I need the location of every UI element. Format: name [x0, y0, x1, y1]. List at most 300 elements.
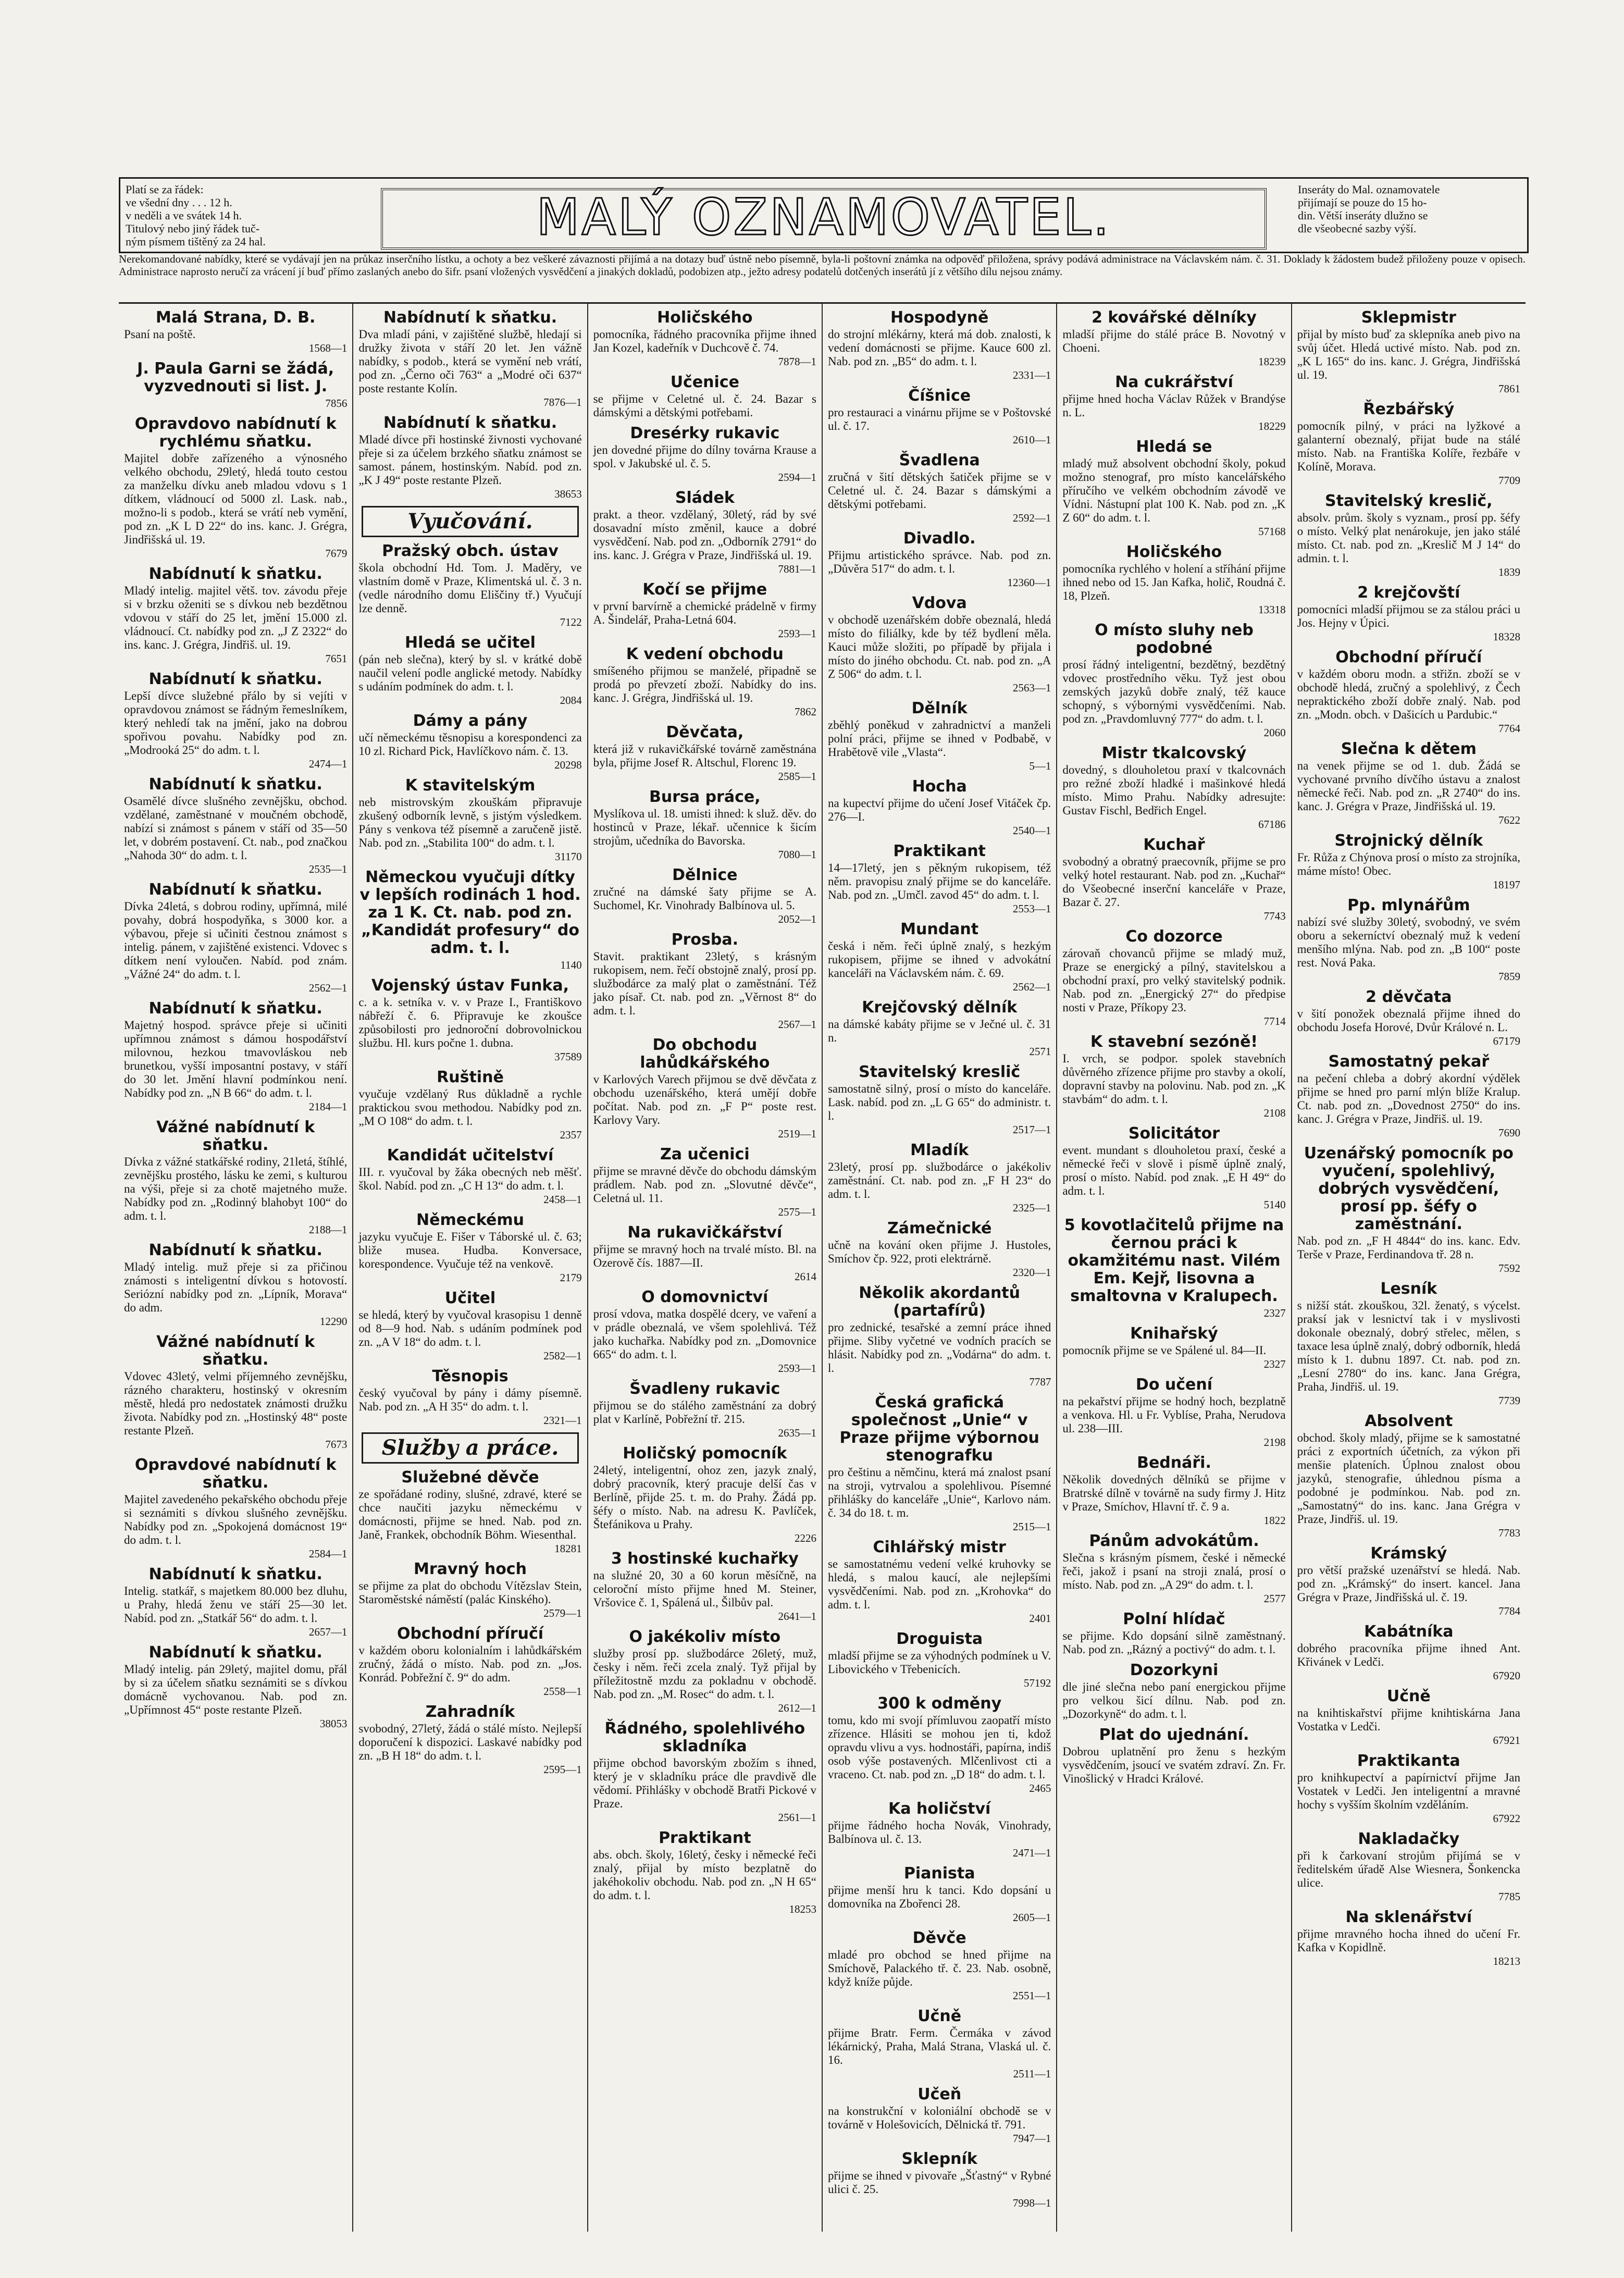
ad-heading: Praktikanta	[1357, 1752, 1460, 1770]
classified-ad	[828, 1800, 1051, 1860]
classified-ad	[593, 1036, 816, 1141]
ad-column	[588, 304, 823, 2232]
ad-body: přijal by místo buď za sklepníka aneb pivo na svůj účet. Hledá uctivé místo. Nab. pod zn. „K L 165“ do ins. kanc. J. Grégra, Jindřišská ul. 19.	[1297, 328, 1520, 381]
ad-heading: Dělník	[911, 699, 968, 717]
classified-ad	[593, 489, 816, 576]
ad-heading: Dámy a pány	[413, 712, 528, 730]
classified-ad	[593, 1628, 816, 1715]
ad-heading: Učitel	[444, 1289, 496, 1307]
ad-body: prosí řádný inteligentní, bezdětný, bezdětný vdovec prostředního věku. Tyž jest obou zemských jazyků dobře znalý, též kauce schopný, s výbornými vysvědčeními. Nab. pod zn. „Pravdomluvný 777“ do adm. t. l.	[1062, 658, 1286, 725]
ad-body: přijme řádného hocha Novák, Vinohrady, Balbínova ul. č. 13.	[827, 1819, 1051, 1846]
ad-body: se přijme. Kdo dopsání silně zaměstnaný. Nab. pod zn. „Rázný a poctivý“ do adm. t. l.	[1062, 1629, 1286, 1656]
ad-body: absolv. prům. školy s vyznam., prosí pp. šéfy o místo. Velký plat nenárokuje, jen jako stálé místo. Ct. nab. pod zn. „Kreslič M J 14“ do admin. t. l.	[1297, 511, 1520, 565]
ad-body: III. r. vyučoval by žáka obecných neb měšť. škol. Nabíd. pod zn. „C H 13“ do adm. t. l.	[358, 1166, 582, 1192]
ad-heading: Do učení	[1135, 1376, 1213, 1394]
ad-code: 18328	[1493, 630, 1520, 643]
ad-heading: 2 kovářské dělníky	[1092, 308, 1257, 327]
classified-ad	[828, 1142, 1051, 1215]
classified-ad	[828, 2008, 1051, 2081]
pricing-line: ve všední dny . . . 12 h.	[126, 196, 232, 209]
ad-body: zručná v šití dětských šatiček přijme se v Celetné ul. č. 24. Bazar s dámskými a dětskými potřebami.	[827, 471, 1051, 511]
ad-code: 2179	[560, 1271, 582, 1284]
ad-heading: J. Paula Garni se žádá, vyzvednouti si list. J.	[137, 360, 334, 395]
ad-code: 1568—1	[308, 342, 348, 354]
ad-heading: Na rukavičkářství	[627, 1223, 783, 1242]
ad-heading: Dresérky rukavic	[630, 424, 780, 442]
ad-code: 2612—1	[778, 1702, 816, 1714]
ad-code: 67920	[1493, 1669, 1520, 1682]
ad-heading: Mundant	[900, 920, 979, 938]
ad-code: 2320—1	[1012, 1266, 1051, 1279]
ad-code: 12360—1	[1007, 576, 1051, 589]
classified-ad	[1062, 1125, 1285, 1211]
classified-ad	[1297, 309, 1520, 395]
ad-code: 2331—1	[1012, 369, 1051, 381]
ad-code: 7785	[1498, 1890, 1520, 1903]
ad-code: 2474—1	[308, 758, 348, 770]
classified-ad	[1062, 1662, 1285, 1721]
ad-heading: K vedení obchodu	[626, 645, 784, 663]
ad-heading: Mistr tkalcovský	[1101, 744, 1247, 762]
ad-body: Majitel zavedeného pekařského obchodu přeje si seznámiti s dívkou slušného zevnějšku. Nabídky pod zn. „Spokojená domácnost 19“ do adm. t. l.	[124, 1493, 348, 1546]
classified-ad	[828, 921, 1051, 994]
ad-code: 7861	[1498, 382, 1520, 395]
ad-heading: Kočí se přijme	[642, 580, 767, 599]
ad-code: 2401	[1029, 1612, 1051, 1625]
classified-ad	[828, 1220, 1051, 1279]
ad-code: 7651	[325, 652, 348, 665]
ad-code: 31170	[554, 850, 582, 863]
classified-ad	[593, 1224, 816, 1283]
classified-ad	[1297, 1545, 1520, 1618]
ad-body: dovedný, s dlouholetou praxí v tkalcovnách pro režné zboží hladké i mašinkové hledá místo. Mimo Prahu. Nabídky adresujte: Gustav Fischl, Bedřich Engel.	[1062, 763, 1286, 817]
ad-code: 2325—1	[1012, 1202, 1051, 1214]
ad-code: 7690	[1498, 1126, 1520, 1139]
ad-body: s nižší stát. zkouškou, 32l. ženatý, s výcelst. praksí jak v lesnictví tak i v myslivosti dokonale obeznalý, dobrý střelec, mělen, s taxace lesa úplně znalý, dobrý odborník, hledá místo k 1. dubnu 1897. Ct. nab. pod zn. „Lesní 2780“ do ins. kanc. Jana Grégra, Praha, Jindřiš. ul. 19.	[1297, 1299, 1520, 1393]
ad-body: prakt. a theor. vzdělaný, 30letý, rád by své dosavadní místo změnil, kauce a dobré vysvědčení. Nab. pod zn. „Odborník 2791“ do ins. kanc. J. Grégra v Praze, Jindřišská ul. 19.	[593, 508, 816, 562]
info-line: Inseráty do Mal. oznamovatele	[1298, 183, 1440, 196]
ad-code: 7592	[1498, 1262, 1520, 1274]
ad-body: v šití ponožek obeznalá přijme ihned do obchodu Josefa Horové, Dvůr Králové n. L.	[1297, 1007, 1520, 1034]
classified-ad	[358, 1211, 581, 1284]
classified-ad	[828, 1063, 1051, 1136]
ad-code: 2592—1	[1012, 512, 1051, 524]
ad-heading: Bursa práce,	[649, 788, 761, 806]
ad-code: 2593—1	[778, 1362, 816, 1375]
classified-ad	[1297, 1752, 1520, 1825]
classified-ad	[358, 1290, 581, 1363]
classified-ad	[124, 415, 347, 560]
ad-heading: Krámský	[1370, 1544, 1447, 1563]
classified-ad	[124, 1644, 347, 1730]
ad-heading: Těsnopis	[432, 1367, 509, 1385]
ad-heading: Knihařský	[1130, 1324, 1218, 1343]
ad-code: 2575—1	[778, 1206, 816, 1218]
ad-code: 2635—1	[778, 1427, 816, 1439]
ad-code: 2605—1	[1012, 1911, 1051, 1924]
ad-body: svobodný a obratný praecovník, přijme se pro velký hotel restaurant. Nab. pod zn. „Kuchař“ do Všeobecné inserční kanceláře v Praze, Bazar č. 27.	[1062, 855, 1286, 909]
ad-code: 7859	[1498, 970, 1520, 983]
ad-code: 7709	[1498, 474, 1520, 487]
ad-heading: Opravdovo nabídnutí k rychlému sňatku.	[134, 415, 337, 451]
administration-notice: Nerekomandované nabídky, které se vydávají jen na průkaz inserčního lístku, a ochoty a bez veškeré závaznosti přijímá a na dotazy buď ústně nebo písemně, byla-li poštovní známka na odpověď přiložena, správy podává administrace na Václavském nám. č. 31. Doklady k žádostem budež přiloženy pouze v opisech. Administrace naprosto neručí za vrácení jí buď přímo zaslaných anebo do šifr. psaní vložených vysvědčení a jinakých dokladů, podobizen atp., ježto adresy podatelů dotčených inserátů jí z většího dílu nejsou známy.	[119, 253, 1526, 278]
ad-body: Psaní na poště.	[124, 328, 196, 341]
ad-heading: Sklepník	[901, 2150, 977, 2168]
ad-heading: Divadlo.	[903, 529, 976, 548]
classified-ad	[358, 1368, 581, 1427]
ad-body: Dva mladí páni, v zajištěné službě, hledají si družky života v stáří 20 let. Jen vážně nabídky, s podob., která se vymění neb vrátí, pod zn. „Černo oči 763“ a „Modré oči 637“ poste restante Kolín.	[358, 328, 582, 395]
ad-body: (pán neb slečna), který by sl. v krátké době naučil velení podle anglické metody. Nabídky s udáním podmínek do adm. t. l.	[358, 653, 582, 693]
ad-column	[1292, 304, 1526, 2232]
ad-code: 2561—1	[778, 1811, 816, 1824]
classified-ad	[1297, 492, 1520, 579]
ad-heading: Německou vyučuji dítky v lepších rodinách 1 hod. za 1 K. Ct. nab. pod zn. „Kandidát profesury“ do adm. t. l.	[359, 868, 581, 957]
ad-heading: Malá Strana, D. B.	[155, 308, 316, 327]
ad-heading: Polní hlídač	[1123, 1610, 1225, 1628]
ad-code: 2584—1	[308, 1547, 348, 1560]
classified-ad	[828, 2086, 1051, 2145]
ad-code: 2184—1	[308, 1100, 348, 1113]
ad-code: 7673	[325, 1438, 348, 1451]
ad-body: jen dovedné přijme do dílny továrna Krause a spol. v Jakubské ul. č. 5.	[593, 443, 816, 470]
ad-heading: Řádného, spolehlivého skladníka	[604, 1719, 805, 1755]
ad-code: 2357	[560, 1129, 582, 1141]
ad-code: 7856	[325, 397, 348, 410]
ad-heading: Krejčovský dělník	[862, 998, 1018, 1017]
ad-body: na pekařství přijme se hodný hoch, bezplatně a venkova. Hl. u Fr. Vyblíse, Praha, Nerudova ul. 238—III.	[1062, 1395, 1286, 1435]
ad-body: pomocník pilný, v práci na lyžkové a galanterní obeznalý, přijat bude na stálé místo. Nab. na Františka Kolíře, řezbáře v Kolíně, Morava.	[1297, 419, 1520, 473]
ad-body: smíšeného přijmou se manželé, připadně se prodá po převzetí zboží. Nabídky do ins. kanc. J. Grégra, Jindřišská ul. 19.	[593, 664, 816, 704]
ad-body: na knihtiskařství přijme knihtiskárna Jana Vostatka v Ledči.	[1297, 1706, 1520, 1733]
ad-heading: Ka holičství	[888, 1800, 991, 1818]
classified-ad	[358, 1625, 581, 1698]
classified-ad	[358, 1469, 581, 1555]
classified-ad	[1297, 1830, 1520, 1903]
ad-body: Dobrou uplatnění pro ženu s hezkým vysvědčením, jsoucí ve svatém zdraví. Zn. Fr. Vinošlický v Hradci Králové.	[1062, 1745, 1286, 1785]
ad-code: 5140	[1263, 1198, 1286, 1211]
ad-heading: O domovnictví	[641, 1288, 768, 1306]
ad-body: ze spořádané rodiny, slušné, zdravé, které se chce naučiti jazyku německému v domácnosti, přijme se hned. Nab. pod zn. Janě, Frankek, obchodník Böhm. Wiesenthal.	[358, 1488, 582, 1541]
classified-ad	[593, 425, 816, 484]
ad-body: přijmou se do stálého zaměstnání za dobrý plat v Karlíně, Pobřežní tř. 215.	[593, 1399, 816, 1426]
classified-ad	[593, 1445, 816, 1545]
ad-columns	[119, 302, 1526, 2232]
ad-code: 1140	[560, 959, 582, 971]
ad-code: 67186	[1258, 818, 1286, 831]
ad-body: v každém oboru modn. a střižn. zboží se v obchodě hledá, zručný a spolehlivý, z Čech nepraktického zboží dobře znalý. Nab. pod zn. „Modn. obch. v Dašicích u Pardubic.“	[1297, 667, 1520, 721]
ad-heading: Švadleny rukavic	[629, 1380, 780, 1398]
ad-code: 12290	[319, 1315, 348, 1328]
ad-body: se hledá, který by vyučoval krasopisu 1 denně od 8—9 hod. Nab. s udáním podmínek pod zn. „A V 18“ do adm. t. l.	[358, 1308, 582, 1348]
ad-heading: Co dozorce	[1125, 927, 1223, 946]
classified-ad	[593, 309, 816, 368]
ad-code: 67922	[1493, 1812, 1520, 1825]
ad-code: 7714	[1263, 1015, 1286, 1027]
ad-code: 13318	[1258, 603, 1286, 616]
ad-code: 2595—1	[543, 1763, 582, 1776]
ad-code: 37589	[554, 1050, 582, 1063]
classified-ad	[828, 309, 1051, 382]
ad-heading: Hospodyně	[890, 308, 989, 327]
ad-heading: Řezbářský	[1363, 400, 1455, 418]
ad-column	[1057, 304, 1292, 2232]
classified-ad	[124, 671, 347, 771]
ad-body: se přijme v Celetné ul. č. 24. Bazar s dámskými a dětskými potřebami.	[593, 392, 816, 419]
ad-code: 2558—1	[543, 1685, 582, 1698]
classified-ad	[828, 1284, 1051, 1389]
ad-body: na pečení chleba a dobrý akordní výdělek přijme se hned pro parní mlýn blíže Kralup. Ct. nab. pod zn. „Dovednost 2750“ do ins. kanc. J. Grégra v Praze, Jindřiš. ul. 19.	[1297, 1072, 1520, 1125]
ad-heading: Česká grafická společnost „Unie“ v Praze přijme výbornou stenografku	[839, 1393, 1039, 1465]
ad-code: 18253	[789, 1903, 816, 1915]
ad-code: 7878—1	[778, 355, 816, 368]
classified-ad	[358, 1147, 581, 1206]
ad-heading: Číšnice	[908, 387, 971, 405]
ad-code: 2577	[1263, 1592, 1286, 1605]
classified-ad	[1297, 1413, 1520, 1540]
ad-column	[353, 304, 588, 2232]
ad-heading: Kabátníka	[1364, 1623, 1454, 1641]
ad-body: pro zednické, tesařské a zemní práce ihned přijme. Sliby vyčetné ve vodních pracích se hlásit. Nabídky pod zn. „Vodárna“ do adm. t. l.	[827, 1321, 1051, 1375]
ad-code: 2226	[794, 1532, 816, 1544]
ad-code: 7783	[1498, 1527, 1520, 1539]
ad-body: do strojní mlékárny, která má dob. znalosti, k vedení domácnosti se přijme. Kauce 600 zl. Nab. pod zn. „B5“ do adm. t. l.	[827, 328, 1051, 368]
ad-heading: Učně	[1386, 1687, 1431, 1705]
ad-body: 14—17letý, jen s pěkným rukopisem, též něm. pravopisu znalý přijme se do kanceláře. Nab. pod zn. „Umčl. zavod 45“ do adm. t. l.	[827, 861, 1051, 901]
ad-body: škola obchodní Hd. Tom. J. Maděry, ve vlastním domě v Praze, Klimentská ul. č. 3 n. (vedle národního domu Eliščiny tř.) Vyučují lze denně.	[358, 561, 582, 615]
ad-heading: Obchodní příručí	[396, 1625, 544, 1643]
ad-code: 2052—1	[778, 913, 816, 925]
classified-ad	[358, 777, 581, 863]
ad-column	[119, 304, 353, 2232]
ad-code: 2579—1	[543, 1607, 582, 1619]
ad-column	[823, 304, 1057, 2232]
classified-ad	[593, 1146, 816, 1219]
ad-body: přijme mravného hocha ihned do učení Fr. Kafka v Kopidlně.	[1297, 1927, 1520, 1954]
classified-ad	[358, 977, 581, 1063]
ad-heading: Stavitelský kreslič,	[1325, 492, 1493, 510]
classified-ad	[828, 843, 1051, 915]
ad-heading: Nabídnutí k sňatku.	[383, 308, 557, 327]
classified-ad	[1062, 836, 1285, 923]
classified-ad	[1297, 988, 1520, 1048]
ad-body: přijme se ihned v pivovaře „Šťastný“ v Rybné ulici č. 25.	[827, 2169, 1051, 2196]
ad-heading: Solicitátor	[1128, 1124, 1220, 1143]
classified-ad	[358, 542, 581, 629]
ad-heading: Kandidát učitelství	[387, 1146, 554, 1165]
classified-ad	[1062, 1376, 1285, 1449]
classified-ad	[828, 700, 1051, 773]
ad-heading: Na sklenářství	[1345, 1908, 1472, 1926]
ad-body: prosí vdova, matka dospělé dcery, ve vaření a v prádle obeznalá, ve všem spolehlivá. Též jako kuchařka. Nabídky pod zn. „Domovnice 665“ do adm. t. l.	[593, 1307, 816, 1361]
ad-heading: Prosba.	[671, 931, 738, 949]
masthead-pricing-box	[126, 183, 350, 247]
ad-body: v Karlových Varech přijmou se dvě děvčata z obchodu uzenářského, která umějí dobře počítat. Nab. pod zn. „F P“ poste rest. Karlovy Vary.	[593, 1073, 816, 1126]
ad-body: pomocníka rychlého v holení a stříhání přijme ihned nebo od 15. Jan Kafka, holič, Roudná č. 18, Plzeň.	[1062, 562, 1286, 602]
info-line: dle všeobecné sazby výší.	[1298, 222, 1417, 235]
classified-ad	[828, 1695, 1051, 1795]
ad-body: abs. obch. školy, 16letý, česky i německé řeči znalý, přijal by místo bezplatně do jakéhokoliv obchodu. Nab. pod zn. „N H 65“ do adm. t. l.	[593, 1848, 816, 1902]
ad-heading: Nabídnutí k sňatku.	[148, 1565, 323, 1583]
classified-ad	[1297, 1053, 1520, 1140]
ad-heading: Německému	[416, 1211, 524, 1229]
ad-heading: Kuchař	[1143, 836, 1205, 854]
ad-code: 2471—1	[1012, 1847, 1051, 1859]
ad-code: 7122	[560, 616, 582, 628]
ad-body: Stavit. praktikant 23letý, s krásným rukopisem, nem. řečí obstojně znalý, prosí pp. službodárce za malý plat o zaměstnání. Též jako písař. Ct. nab. pod zn. „Věrnost 8“ do adm. t. l.	[593, 950, 816, 1017]
classified-ad	[1297, 401, 1520, 487]
ad-code: 2553—1	[1012, 902, 1051, 915]
ad-heading: Za učenici	[660, 1145, 750, 1163]
ad-body: zárovaň chovanců přijme se mladý muž, Praze se energický a pílný, stavitelskou a obchodní praxí, pro velký stavitelský podnik. Nab. pod zn. „Energický 27“ do předpise nosti v Praze, Příkopy 23.	[1062, 947, 1286, 1014]
classified-ad	[124, 1242, 347, 1328]
ad-body: při k čarkovaní strojům přijímá se v ředitelském úřadě Alse Wiesnera, Šonkencka ulice.	[1297, 1849, 1520, 1889]
ad-code: 2567—1	[778, 1018, 816, 1031]
ad-body: pro restauraci a vinárnu přijme se v Poštovské ul. č. 17.	[827, 406, 1051, 432]
ad-code: 18197	[1493, 878, 1520, 891]
ad-heading: Holičského	[1126, 543, 1222, 561]
ad-code: 2593—1	[778, 627, 816, 640]
ad-heading: Obchodní příručí	[1335, 648, 1482, 666]
ad-code: 7862	[794, 705, 816, 718]
ad-heading: Vojenský ústav Funka,	[371, 976, 569, 995]
classified-ad	[358, 309, 581, 409]
ad-code: 18239	[1258, 355, 1286, 368]
ad-code: 7998—1	[1012, 2197, 1051, 2209]
ad-body: 23letý, prosí pp. službodárce o jakékoliv zaměstnání. Ct. nab. pod zn. „F H 23“ do adm. t. l.	[827, 1160, 1051, 1200]
classified-ad	[124, 1456, 347, 1561]
ad-body: na kupectví přijme do učení Josef Vitáček čp. 276—I.	[827, 797, 1051, 823]
pricing-line: ným písmem tištěný za 24 hal.	[126, 235, 266, 247]
ad-code: 2535—1	[308, 863, 348, 875]
classified-ad	[828, 778, 1051, 837]
ad-heading: Do obchodu lahůdkářského	[640, 1036, 770, 1072]
classified-ad	[358, 1703, 581, 1776]
classified-ad	[1062, 622, 1285, 739]
ad-heading: 2 děvčata	[1366, 988, 1452, 1006]
ad-code: 2585—1	[778, 770, 816, 783]
ad-body: v každém oboru kolonialním i lahůdkářském zručný, žádá o místo. Nab. pod zn. „Jos. Konrád. Pobřežní č. 9“ do adm.	[358, 1644, 582, 1684]
classified-ad	[1297, 1623, 1520, 1682]
ad-body: Slečna s krásným písmem, české i německé řeči, jakož i psaní na stroji znalá, prosí o místo. Nab. pod zn. „A 29“ do adm. t. l.	[1062, 1551, 1286, 1591]
classified-ad	[1062, 928, 1285, 1028]
classified-ad	[1062, 1325, 1285, 1371]
ad-body: svobodný, 27letý, žádá o stálé místo. Nejlepší doporučení k dispozici. Laskavé nabídky pod zn. „B H 18“ do adm. t. l.	[358, 1722, 582, 1762]
classified-ad	[124, 1119, 347, 1236]
classified-ad	[1062, 1033, 1285, 1120]
pricing-line: Titulový nebo jiný řádek tuč-	[126, 222, 260, 235]
ad-code: 2519—1	[778, 1128, 816, 1140]
classified-ad	[593, 931, 816, 1031]
ad-body: Mladý intelig. muž přeje si za přičinou známosti s inteligentní dívkou s hotovostí. Seriózní nabídky pod zn. „Lípník, Morava“ do adm.	[124, 1260, 348, 1314]
ad-body: se samostatnému vedení velké kruhovky se hledá, s malou kaucí, ale nejlepšími vysvědčeními. Nab. pod zn. „Krohovka“ do adm. t. l.	[827, 1557, 1051, 1611]
ad-body: učí německému těsnopisu a korespondenci za 10 zl. Richard Pick, Havlíčkovo nám. č. 13.	[358, 731, 582, 758]
classified-ad	[593, 1289, 816, 1375]
ad-body: učně na kování oken přijme J. Hustoles, Smíchov čp. 922, proti elektrárně.	[827, 1239, 1051, 1265]
ad-body: neb mistrovským zkouškám připravuje zkušený odborník levně, s jistým výsledkem. Pány s venkova též písemně a zaručeně jistě. Nab. pod zn. „Stabilita 100“ do adm. t. l.	[358, 796, 582, 849]
ad-body: česká i něm. řeči úplně znalý, s hezkým rukopisem, přijme se ihned v advokátní kanceláři na Václavském nám. č. 69.	[827, 939, 1051, 980]
ad-code: 7080—1	[778, 848, 816, 861]
ad-body: Lepší dívce služebné přálo by si vejíti v opravdovou známost se řádným řemeslníkem, který nehledí tak na jmění, jako na dobrou spořivou povahu. Nabídky pod zn. „Modrooká 25“ do adm. t. l.	[124, 689, 348, 757]
ad-code: 2515—1	[1012, 1520, 1051, 1533]
ad-body: tomu, kdo mi svojí přímluvou zaopatří místo zřízence. Hlásiti se mohou jen ti, kdož opravdu vlivu a vys. hodnostáři, papírna, indiš osob výše postavených. Mlčenlivost cti a vraceno. Ct. nab. pod zn. „D 18“ do adm. t. l.	[827, 1714, 1051, 1781]
ad-heading: Zámečnické	[887, 1219, 992, 1237]
ad-code: 38653	[554, 488, 582, 500]
masthead-title: MALÝ OZNAMOVATEL.	[381, 188, 1267, 250]
ad-heading: Nabídnutí k sňatku.	[148, 1241, 323, 1259]
ad-heading: Nabídnutí k sňatku.	[148, 775, 323, 794]
ad-heading: Švadlena	[899, 451, 980, 469]
ad-heading: Zahradník	[425, 1703, 515, 1721]
ad-heading: Praktikant	[659, 1829, 751, 1847]
classified-ad	[828, 2150, 1051, 2210]
ad-code: 7764	[1498, 722, 1520, 735]
ad-code: 7739	[1498, 1394, 1520, 1407]
ad-heading: Hledá se	[1136, 438, 1212, 456]
ad-body: pro češtinu a němčinu, která má znalost psaní na stroji, vytrvalou a spolehlivou. Písemné přihlášky do kanceláře „Unie“, Karlovo nám. č. 34 do 18. t. m.	[827, 1466, 1051, 1519]
ad-code: 38053	[319, 1717, 348, 1730]
classified-ad	[358, 414, 581, 501]
ad-code: 57192	[1023, 1677, 1051, 1689]
ad-body: přijme se mravné děvče do obchodu dámským prádlem. Nab. pod zn. „Slovutné děvče“, Celetná ul. 11.	[593, 1165, 816, 1205]
ad-body: přijme obchod bavorským zbožím s ihned, který je v skladníku práce dle pravdivě dle vědomí. Přihlášky v obchodě Bratři Pickové v Praze.	[593, 1756, 816, 1810]
ad-code: 2551—1	[1012, 1989, 1051, 2002]
ad-heading: Dělnice	[672, 866, 738, 884]
ad-heading: Nabídnutí k sňatku.	[383, 414, 557, 432]
ad-heading: Uzenářský pomocník po vyučení, spolehlivý, dobrých vysvědčení, prosí pp. šéfy o zaměstnání.	[1304, 1144, 1514, 1233]
ad-code: 1839	[1498, 566, 1520, 578]
ad-code: 2571	[1029, 1045, 1051, 1058]
ad-body: Mladý intelig. majitel větš. tov. závodu přeje si v brzku oženiti se s dívkou neb bezdětnou vdovou v stáří do 25 let, jmění 15.000 zl. vládnoucí. Ct. nabídky pod zn. „J Z 2322“ do ins. kanc. J. Grégra, Jindřiš. ul. 19.	[124, 584, 348, 651]
ad-body: samostatně silný, prosí o místo do kanceláře. Lask. nabíd. pod zn. „L G 65“ do administr. t. l.	[827, 1082, 1051, 1122]
ad-code: 18281	[554, 1542, 582, 1555]
ad-heading: Pánům advokátům.	[1089, 1532, 1259, 1550]
ad-heading: Nabídnutí k sňatku.	[148, 670, 323, 688]
ad-body: pomocníka, řádného pracovníka přijme ihned Jan Kozel, kadeřník v Duchcově č. 74.	[593, 328, 816, 354]
ad-code: 2511—1	[1013, 2067, 1051, 2080]
ad-code: 7743	[1263, 910, 1286, 922]
ad-body: přijme Bratr. Ferm. Čermáka v závod lékárnický, Praha, Malá Strana, Vlaská ul. č. 16.	[827, 2026, 1051, 2066]
ad-body: na konstrukční v koloniální obchodě se v továrně v Holešovicích, Dělnická tř. 791.	[827, 2104, 1051, 2131]
ad-body: zběhlý poněkud v zahradnictví a manželi polní práci, přijme se ihned v Podbabě, v Hrabětově vile „Vlasta“.	[827, 719, 1051, 759]
classified-ad	[828, 452, 1051, 525]
ad-code: 2610—1	[1012, 434, 1051, 446]
classified-ad	[593, 1829, 816, 1916]
ad-code: 2198	[1263, 1436, 1286, 1448]
ad-code: 57168	[1258, 525, 1286, 538]
classified-ad	[1297, 649, 1520, 735]
classified-ad	[828, 1929, 1051, 2002]
classified-ad	[593, 788, 816, 861]
ad-code: 2614	[794, 1270, 816, 1283]
ad-heading: Služebné děvče	[401, 1468, 539, 1487]
classified-ad	[1062, 543, 1285, 616]
ad-body: na dámské kabáty přijme se v Ječné ul. č. 31 n.	[827, 1018, 1051, 1044]
classified-ad	[593, 1720, 816, 1824]
ad-code: 2327	[1263, 1358, 1286, 1370]
classified-ad	[124, 360, 347, 410]
ad-body: na venek přijme se od 1. dub. Žádá se vychované prvního dívčího ústavu a znalost německé řeči. Nab. pod zn. „R 2740“ do ins. kanc. J. Grégra v Praze, Jindřišská ul. 19.	[1297, 759, 1520, 813]
ad-body: I. vrch, se podpor. spolek stavebních důvěrného zřízence přijme pro stavby a okolí, dopravní stavby na polovinu. Nab. pod zn. „K stavbám“ do adm. t. l.	[1062, 1052, 1286, 1106]
classified-ad	[828, 595, 1051, 695]
ad-heading: Samostatný pekař	[1328, 1053, 1490, 1071]
ad-heading: Slečna k dětem	[1341, 740, 1477, 758]
classified-ad	[828, 1394, 1051, 1533]
ad-code: 2465	[1029, 1782, 1051, 1794]
ad-body: obchod. školy mladý, přijme se k samostatné práci z exportních účetních, za výkon při menšie plateních. Úplnou znalost obou jazyků, stenografie, úhlednou písma a podobné je podmínkou. Nab. pod zn. „Samostatný“ do ins. kanc. Jana Grégra v Praze, Jindřiš. ul. 19.	[1297, 1431, 1520, 1526]
ad-heading: Děvčata,	[666, 723, 744, 741]
ad-code: 67179	[1493, 1035, 1520, 1047]
classified-ad	[1062, 1726, 1285, 1786]
